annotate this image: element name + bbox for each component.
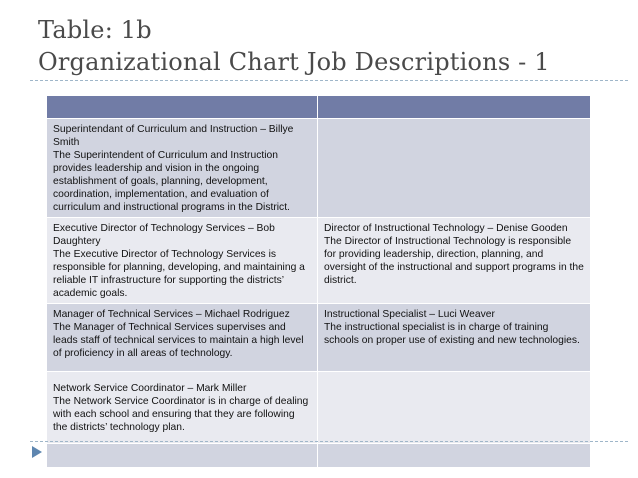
table-cell bbox=[47, 304, 318, 372]
table-cell bbox=[47, 372, 318, 444]
table-cell bbox=[318, 372, 591, 444]
title-divider bbox=[30, 80, 628, 81]
table-cell bbox=[47, 119, 318, 218]
table-cell bbox=[318, 444, 591, 468]
table-header-row bbox=[47, 96, 591, 119]
table-cell bbox=[47, 218, 318, 304]
job-description: The Director of Instructional Technology is responsible for providing leadership, direction, planning, and oversight of the instructional and support programs in the district. bbox=[324, 236, 584, 286]
table-row bbox=[47, 218, 591, 304]
job-description: The Executive Director of Technology Services is responsible for planning, developing, and maintaining a reliable IT infrastructure for supporting the districts’ academic goals. bbox=[53, 249, 305, 299]
table-row bbox=[47, 304, 591, 372]
table-row bbox=[47, 372, 591, 444]
job-descriptions-table bbox=[46, 95, 591, 468]
table-cell bbox=[318, 218, 591, 304]
job-title: Superintendant of Curriculum and Instruction – Billye Smith bbox=[53, 124, 294, 148]
table-cell bbox=[318, 119, 591, 218]
job-title: Executive Director of Technology Services – Bob Daughtery bbox=[53, 223, 275, 247]
job-title: Instructional Specialist – Luci Weaver bbox=[324, 309, 495, 320]
job-description: The Network Service Coordinator is in charge of dealing with each school and ensuring that they are following the districts’ technology plan. bbox=[53, 396, 309, 433]
title-line-1: Table: 1b bbox=[38, 16, 152, 44]
triangle-bullet-icon bbox=[32, 446, 42, 458]
table-row bbox=[47, 119, 591, 218]
job-description: The Superintendent of Curriculum and Instruction provides leadership and vision in the ongoing establishment of goals, planning, development, coordination, implementation, and evaluation of curriculum and instructional programs in the District. bbox=[53, 150, 290, 213]
table-cell bbox=[47, 444, 318, 468]
job-description: The instructional specialist is in charge of training schools on proper use of existing and new technologies. bbox=[324, 322, 580, 346]
table-cell bbox=[318, 304, 591, 372]
table-row bbox=[47, 444, 591, 468]
job-title: Director of Instructional Technology – Denise Gooden bbox=[324, 223, 568, 234]
footer-divider bbox=[30, 441, 628, 442]
header-cell bbox=[47, 96, 318, 119]
header-cell bbox=[318, 96, 591, 119]
title-line-2: Organizational Chart Job Descriptions - 1 bbox=[38, 48, 550, 76]
job-description: The Manager of Technical Services supervises and leads staff of technical services to maintain a high level of proficiency in all areas of technology. bbox=[53, 322, 304, 359]
job-title: Network Service Coordinator – Mark Miller bbox=[53, 383, 247, 394]
slide-title bbox=[38, 14, 628, 78]
job-title: Manager of Technical Services – Michael Rodriguez bbox=[53, 309, 290, 320]
